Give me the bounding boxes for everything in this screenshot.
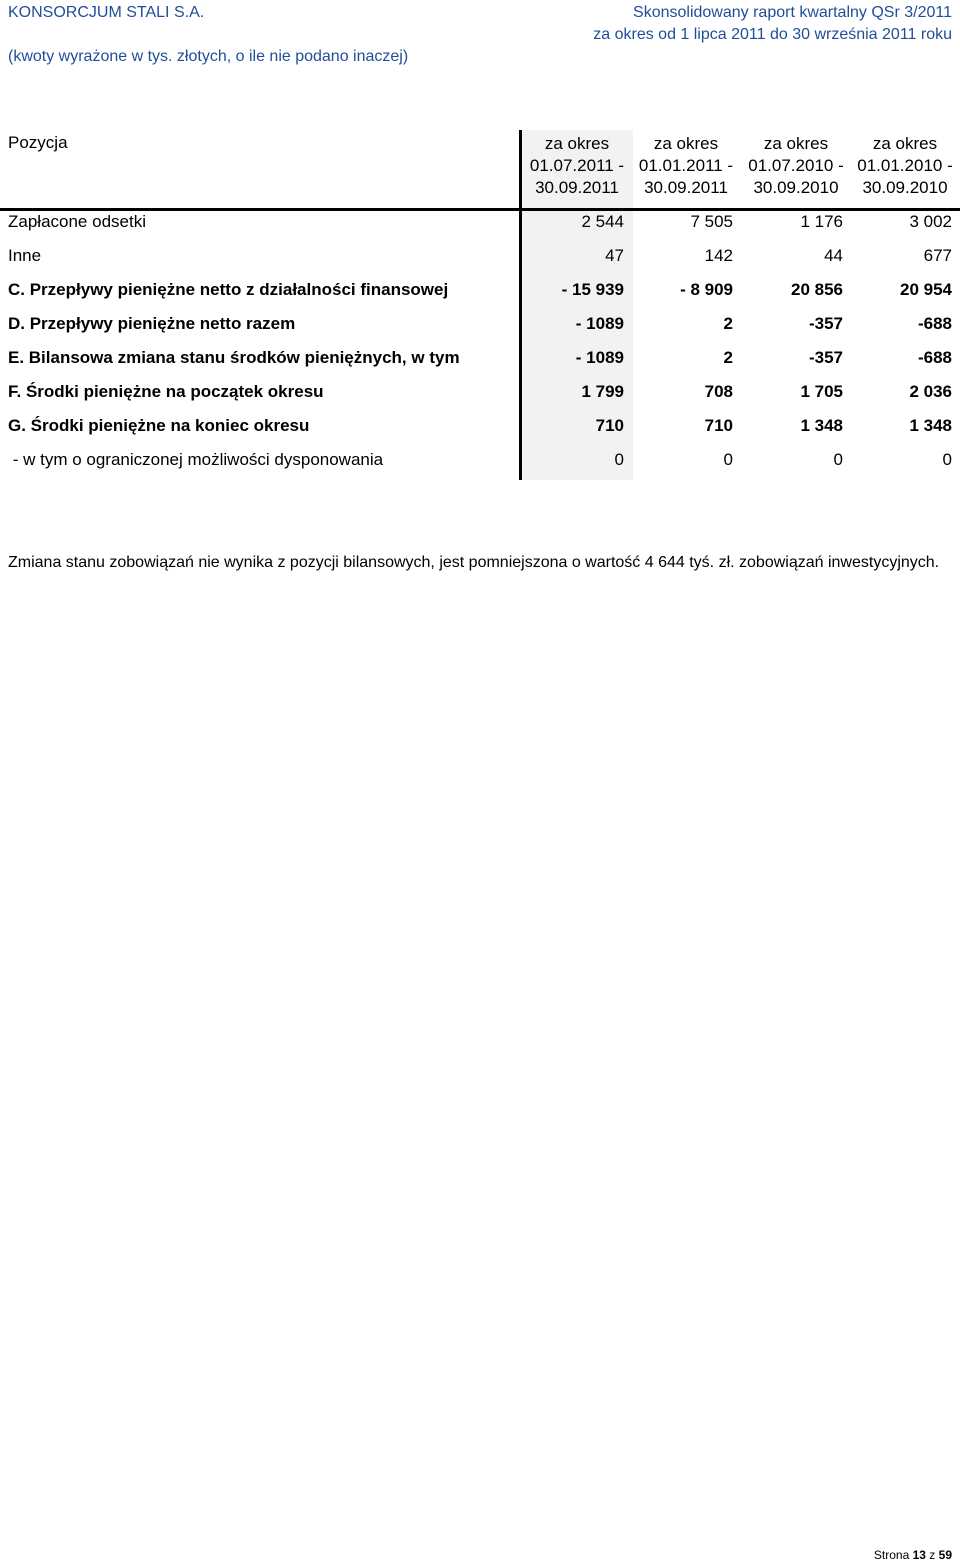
- row-value: 2 544: [581, 212, 624, 231]
- row-label: Zapłacone odsetki: [8, 212, 146, 231]
- row-value: 20 856: [791, 280, 843, 299]
- report-period: za okres od 1 lipca 2011 do 30 września 2011 roku: [593, 26, 952, 43]
- row-value: 708: [704, 382, 733, 401]
- column-header-line: 30.09.2011: [644, 178, 728, 197]
- row-value: 710: [704, 416, 733, 435]
- table-row: [0, 376, 960, 410]
- row-label: G. Środki pieniężne na koniec okresu: [8, 416, 310, 435]
- row-value: 0: [942, 450, 952, 469]
- column-header-line: 01.01.2011 -: [638, 156, 734, 175]
- column-header-line: za okres: [544, 134, 610, 153]
- table-row: [0, 308, 960, 342]
- page-label: Strona: [873, 1548, 910, 1562]
- table-row: [0, 240, 960, 274]
- row-value: 1 348: [909, 416, 952, 435]
- row-value: 0: [833, 450, 843, 469]
- row-label: C. Przepływy pieniężne netto z działalności finansowej: [8, 280, 449, 299]
- row-value: 2: [723, 348, 733, 367]
- table-row: [0, 444, 960, 478]
- row-value: 710: [595, 416, 624, 435]
- page-separator: z: [929, 1548, 936, 1562]
- row-label: Inne: [8, 246, 42, 265]
- column-header-line: 30.09.2011: [535, 178, 619, 197]
- company-name: KONSORCJUM STALI S.A.: [8, 4, 205, 21]
- table-row: [0, 274, 960, 308]
- table-row: [0, 410, 960, 444]
- explanatory-note: Zmiana stanu zobowiązań nie wynika z pozycji bilansowych, jest pomniejszona o wartość 4 644 tyś. zł. zobowiązań inwestycyjnych.: [8, 554, 940, 571]
- row-value: -688: [917, 314, 952, 333]
- column-header-line: za okres: [763, 134, 829, 153]
- row-value: 1 799: [581, 382, 624, 401]
- row-value: 3 002: [909, 212, 952, 231]
- row-value: 677: [923, 246, 952, 265]
- row-value: - 8 909: [680, 280, 733, 299]
- row-value: 1 176: [800, 212, 843, 231]
- row-value: 47: [605, 246, 624, 265]
- row-label: F. Środki pieniężne na początek okresu: [8, 382, 324, 401]
- row-value: -688: [917, 348, 952, 367]
- row-value: 0: [723, 450, 733, 469]
- column-header-line: 01.01.2010 -: [857, 156, 953, 175]
- row-value: -357: [808, 314, 843, 333]
- row-value: 2 036: [909, 382, 952, 401]
- table-row: [0, 206, 960, 240]
- row-value: 0: [614, 450, 624, 469]
- row-value: - 1089: [575, 314, 624, 333]
- row-value: -357: [808, 348, 843, 367]
- page-number: 13: [912, 1548, 926, 1562]
- column-header: [741, 133, 851, 199]
- row-value: 142: [704, 246, 733, 265]
- row-value: - 15 939: [561, 280, 624, 299]
- row-value: 1 705: [800, 382, 843, 401]
- report-title: Skonsolidowany raport kwartalny QSr 3/2011: [633, 4, 952, 21]
- column-header-line: 30.09.2010: [862, 178, 948, 197]
- row-value: 20 954: [900, 280, 952, 299]
- row-value: 1 348: [800, 416, 843, 435]
- row-value: 7 505: [690, 212, 733, 231]
- page-footer: [874, 1548, 952, 1562]
- row-value: 2: [723, 314, 733, 333]
- column-header-line: za okres: [653, 134, 719, 153]
- column-header: [850, 133, 960, 199]
- units-note: (kwoty wyrażone w tys. złotych, o ile nie podano inaczej): [8, 48, 409, 65]
- row-label: - w tym o ograniczonej możliwości dysponowania: [8, 450, 384, 469]
- column-header-line: za okres: [872, 134, 938, 153]
- table-row: [0, 342, 960, 376]
- column-header-line: 01.07.2011 -: [529, 156, 625, 175]
- page-total: 59: [938, 1548, 952, 1562]
- row-label: E. Bilansowa zmiana stanu środków pieniężnych, w tym: [8, 348, 460, 367]
- column-header-line: 01.07.2010 -: [748, 156, 844, 175]
- column-header: [522, 133, 632, 199]
- position-header: Pozycja: [8, 133, 68, 152]
- column-header: [631, 133, 741, 199]
- column-header-line: 30.09.2010: [753, 178, 839, 197]
- row-value: 44: [824, 246, 843, 265]
- row-label: D. Przepływy pieniężne netto razem: [8, 314, 296, 333]
- row-value: - 1089: [575, 348, 624, 367]
